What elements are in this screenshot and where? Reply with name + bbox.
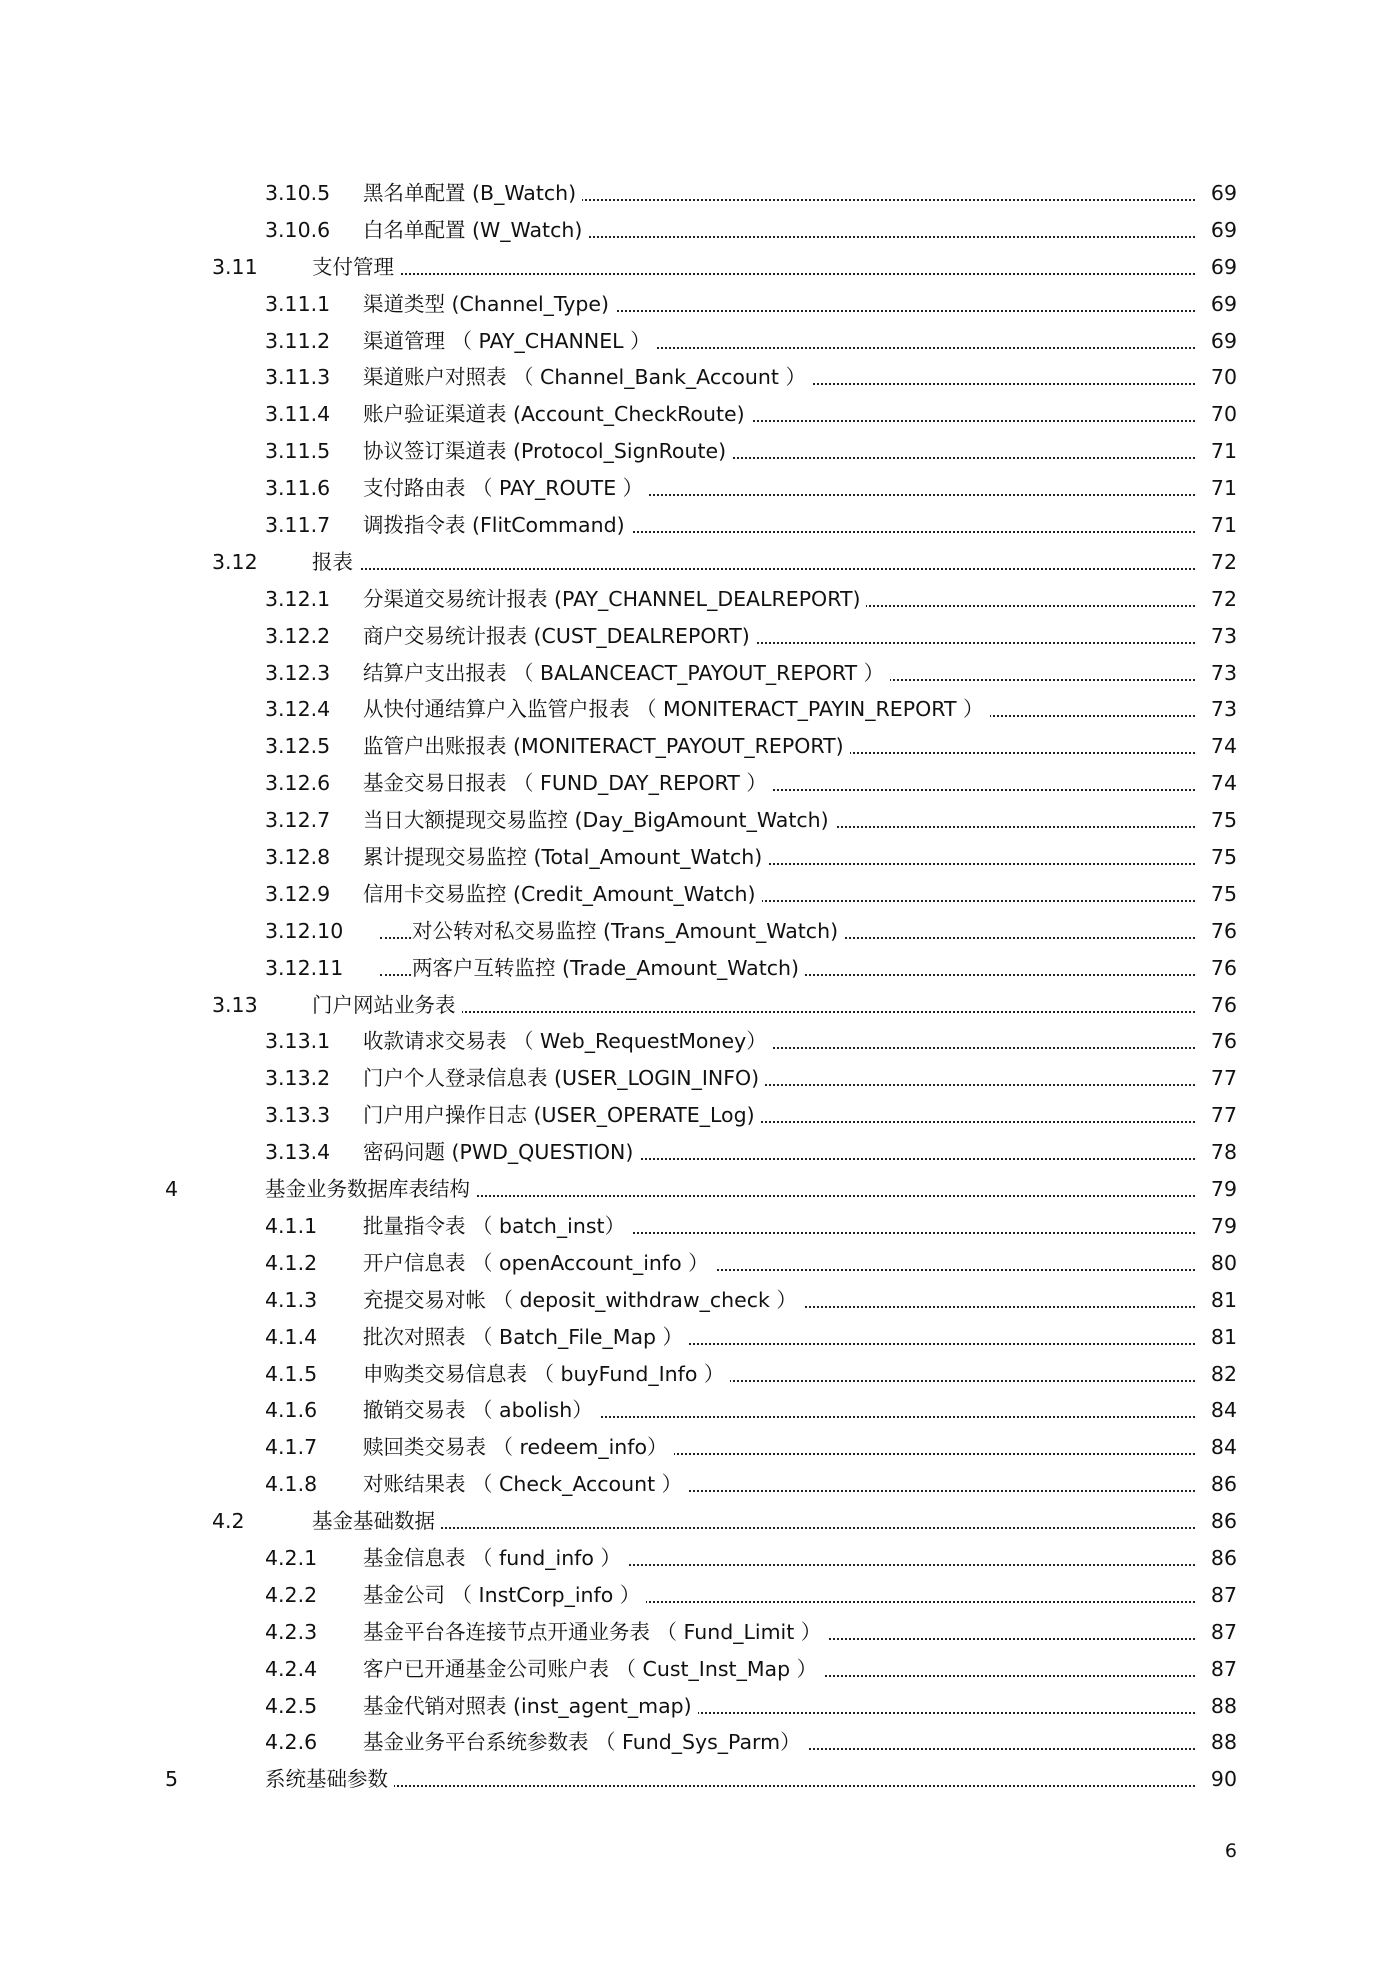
toc-entry-page: 76	[1210, 955, 1237, 980]
toc-entry[interactable]	[0, 1466, 1395, 1503]
toc-entry-number: 3.12.1	[265, 586, 331, 611]
toc-entry[interactable]	[0, 839, 1395, 876]
toc-entry-page: 76	[1210, 992, 1237, 1017]
toc-entry-number: 3.11.6	[265, 476, 331, 501]
toc-entry-title: 白名单配置 (W_Watch)	[363, 212, 588, 249]
toc-entry-page: 76	[1210, 1029, 1237, 1054]
toc-entry[interactable]	[0, 433, 1395, 470]
toc-entry[interactable]	[0, 1392, 1395, 1429]
toc-entry[interactable]	[0, 1614, 1395, 1651]
toc-dot-leader	[340, 1011, 1195, 1013]
toc-entry-number: 4.1.5	[265, 1361, 318, 1386]
toc-entry-title: 基金平台各连接节点开通业务表 （ Fund_Limit ）	[363, 1614, 827, 1651]
toc-entry-number: 4	[165, 1177, 179, 1202]
toc-entry-number: 4.2.6	[265, 1730, 318, 1755]
toc-entry-number: 5	[165, 1767, 179, 1792]
toc-entry-page: 76	[1210, 918, 1237, 943]
toc-entry[interactable]	[0, 728, 1395, 765]
toc-entry-number: 3.12.4	[265, 697, 331, 722]
toc-entry-page: 74	[1210, 771, 1237, 796]
toc-entry-title: 基金基础数据	[312, 1503, 441, 1540]
toc-entry-number: 3.11	[212, 254, 258, 279]
toc-entry-title: 两客户互转监控 (Trade_Amount_Watch)	[412, 950, 805, 987]
toc-entry-page: 69	[1210, 217, 1237, 242]
toc-entry-number: 3.12.5	[265, 734, 331, 759]
toc-entry-title: 对公转对私交易监控 (Trans_Amount_Watch)	[412, 913, 844, 950]
toc-entry-title: 收款请求交易表 （ Web_RequestMoney）	[363, 1023, 773, 1060]
toc-entry[interactable]	[0, 987, 1395, 1024]
toc-entry-page: 70	[1210, 365, 1237, 390]
toc-entry-number: 3.10.6	[265, 217, 331, 242]
toc-entry-page: 69	[1210, 254, 1237, 279]
toc-dot-leader	[340, 568, 1195, 570]
toc-entry-number: 3.12.7	[265, 808, 331, 833]
toc-entry-page: 86	[1210, 1545, 1237, 1570]
toc-entry-number: 4.2.3	[265, 1619, 318, 1644]
toc-entry[interactable]	[0, 1356, 1395, 1393]
toc-entry-number: 3.13.1	[265, 1029, 331, 1054]
toc-entry-title: 支付路由表 （ PAY_ROUTE ）	[363, 470, 649, 507]
toc-entry[interactable]	[0, 1208, 1395, 1245]
toc-entry[interactable]	[0, 1540, 1395, 1577]
toc-entry-page: 87	[1210, 1619, 1237, 1644]
toc-entry-title: 基金业务平台系统参数表 （ Fund_Sys_Parm）	[363, 1724, 807, 1761]
toc-entry-number: 3.12.6	[265, 771, 331, 796]
toc-entry-title: 充提交易对帐 （ deposit_withdraw_check ）	[363, 1282, 803, 1319]
toc-entry[interactable]	[0, 1282, 1395, 1319]
toc-entry-page: 88	[1210, 1730, 1237, 1755]
toc-entry-title: 开户信息表 （ openAccount_info ）	[363, 1245, 715, 1282]
toc-entry[interactable]	[0, 1023, 1395, 1060]
toc-entry-page: 77	[1210, 1066, 1237, 1091]
toc-entry-page: 75	[1210, 845, 1237, 870]
toc-entry-page: 71	[1210, 513, 1237, 538]
toc-entry-title: 当日大额提现交易监控 (Day_BigAmount_Watch)	[363, 802, 835, 839]
toc-dot-leader	[340, 1527, 1195, 1529]
toc-entry[interactable]	[0, 950, 1395, 987]
toc-entry-title: 监管户出账报表 (MONITERACT_PAYOUT_REPORT)	[363, 728, 850, 765]
toc-entry-page: 86	[1210, 1509, 1237, 1534]
toc-entry-number: 3.11.2	[265, 328, 331, 353]
toc-entry-title: 撤销交易表 （ abolish）	[363, 1392, 599, 1429]
toc-entry-number: 4.2	[212, 1509, 245, 1534]
toc-entry[interactable]	[0, 286, 1395, 323]
toc-entry-title: 门户网站业务表	[312, 987, 462, 1024]
toc-entry[interactable]	[0, 1060, 1395, 1097]
toc-entry-number: 4.2.1	[265, 1545, 318, 1570]
toc-entry-page: 87	[1210, 1656, 1237, 1681]
toc-entry-title: 客户已开通基金公司账户表 （ Cust_Inst_Map ）	[363, 1651, 823, 1688]
toc-entry[interactable]	[0, 1577, 1395, 1614]
toc-entry[interactable]	[0, 1319, 1395, 1356]
toc-entry-number: 3.11.3	[265, 365, 331, 390]
toc-entry[interactable]	[0, 1503, 1395, 1540]
toc-entry-page: 69	[1210, 291, 1237, 316]
toc-entry-title: 渠道管理 （ PAY_CHANNEL ）	[363, 323, 657, 360]
toc-entry[interactable]	[0, 1097, 1395, 1134]
toc-entry-page: 72	[1210, 586, 1237, 611]
toc-entry-page: 79	[1210, 1177, 1237, 1202]
toc-entry-title: 渠道账户对照表 （ Channel_Bank_Account ）	[363, 359, 812, 396]
toc-entry-number: 4.2.5	[265, 1693, 318, 1718]
toc-entry-page: 77	[1210, 1103, 1237, 1128]
toc-entry-page: 80	[1210, 1250, 1237, 1275]
toc-entry[interactable]	[0, 323, 1395, 360]
toc-entry[interactable]	[0, 359, 1395, 396]
toc-entry-title: 账户验证渠道表 (Account_CheckRoute)	[363, 396, 751, 433]
toc-entry-page: 70	[1210, 402, 1237, 427]
toc-entry[interactable]	[0, 1761, 1395, 1798]
toc-entry-title: 申购类交易信息表 （ buyFund_Info ）	[363, 1356, 730, 1393]
toc-entry-number: 3.12.8	[265, 845, 331, 870]
toc-entry-title: 系统基础参数	[265, 1761, 394, 1798]
toc-entry-page: 79	[1210, 1213, 1237, 1238]
toc-entry-number: 4.1.6	[265, 1398, 318, 1423]
toc-entry-title: 基金交易日报表 （ FUND_DAY_REPORT ）	[363, 765, 773, 802]
toc-entry-number: 3.12.2	[265, 623, 331, 648]
toc-entry-page: 74	[1210, 734, 1237, 759]
toc-entry-page: 69	[1210, 328, 1237, 353]
toc-entry-title: 基金公司 （ InstCorp_info ）	[363, 1577, 646, 1614]
toc-entry[interactable]	[0, 249, 1395, 286]
toc-entry-number: 3.13.2	[265, 1066, 331, 1091]
toc-entry-page: 84	[1210, 1435, 1237, 1460]
toc-entry-number: 3.13	[212, 992, 258, 1017]
toc-entry-title: 对账结果表 （ Check_Account ）	[363, 1466, 688, 1503]
toc-entry-title: 黑名单配置 (B_Watch)	[363, 175, 582, 212]
toc-entry-title: 渠道类型 (Channel_Type)	[363, 286, 615, 323]
toc-entry-number: 4.1.8	[265, 1472, 318, 1497]
toc-entry[interactable]	[0, 175, 1395, 212]
toc-entry-page: 75	[1210, 808, 1237, 833]
toc-entry-number: 3.13.4	[265, 1140, 331, 1165]
toc-entry-page: 86	[1210, 1472, 1237, 1497]
toc-entry-number: 3.12.3	[265, 660, 331, 685]
toc-entry-title: 结算户支出报表 （ BALANCEACT_PAYOUT_REPORT ）	[363, 655, 890, 692]
toc-entry-title: 基金代销对照表 (inst_agent_map)	[363, 1688, 698, 1725]
toc-entry-title: 基金信息表 （ fund_info ）	[363, 1540, 627, 1577]
toc-entry[interactable]	[0, 396, 1395, 433]
toc-entry[interactable]	[0, 876, 1395, 913]
toc-entry-page: 90	[1210, 1767, 1237, 1792]
toc-entry[interactable]	[0, 1134, 1395, 1171]
toc-entry[interactable]	[0, 1171, 1395, 1208]
toc-entry-number: 4.2.4	[265, 1656, 318, 1681]
toc-entry-page: 81	[1210, 1324, 1237, 1349]
toc-entry-number: 4.1.7	[265, 1435, 318, 1460]
toc-entry-number: 3.12	[212, 549, 258, 574]
toc-entry-page: 71	[1210, 439, 1237, 464]
toc-entry[interactable]	[0, 1245, 1395, 1282]
toc-entry-page: 69	[1210, 181, 1237, 205]
toc-entry[interactable]	[0, 581, 1395, 618]
toc-entry-title: 报表	[312, 544, 359, 581]
toc-entry-number: 3.12.10	[265, 918, 344, 943]
toc-entry-number: 4.1.3	[265, 1287, 318, 1312]
page-number: 6	[1224, 1840, 1237, 1862]
toc-entry[interactable]	[0, 765, 1395, 802]
toc-entry[interactable]	[0, 691, 1395, 728]
toc-entry-title: 累计提现交易监控 (Total_Amount_Watch)	[363, 839, 768, 876]
toc-entry-title: 商户交易统计报表 (CUST_DEALREPORT)	[363, 618, 756, 655]
toc-entry-title: 支付管理	[312, 249, 400, 286]
toc-entry-number: 3.11.4	[265, 402, 331, 427]
toc-entry-page: 73	[1210, 660, 1237, 685]
toc-entry[interactable]	[0, 655, 1395, 692]
toc-entry[interactable]	[0, 1651, 1395, 1688]
toc-entry-title: 分渠道交易统计报表 (PAY_CHANNEL_DEALREPORT)	[363, 581, 866, 618]
toc-entry-title: 批量指令表 （ batch_inst）	[363, 1208, 631, 1245]
toc-entry[interactable]	[0, 507, 1395, 544]
table-of-contents	[0, 175, 1395, 1798]
toc-dot-leader	[300, 1785, 1195, 1787]
toc-entry-title: 门户用户操作日志 (USER_OPERATE_Log)	[363, 1097, 761, 1134]
toc-entry-title: 密码问题 (PWD_QUESTION)	[363, 1134, 639, 1171]
toc-entry[interactable]	[0, 1429, 1395, 1466]
toc-entry[interactable]	[0, 802, 1395, 839]
toc-entry-page: 81	[1210, 1287, 1237, 1312]
toc-entry[interactable]	[0, 544, 1395, 581]
toc-entry-page: 72	[1210, 549, 1237, 574]
toc-entry-number: 3.10.5	[265, 181, 331, 205]
toc-entry-number: 3.11.5	[265, 439, 331, 464]
toc-entry-number: 4.1.1	[265, 1213, 318, 1238]
toc-entry[interactable]	[0, 1688, 1395, 1725]
toc-entry-title: 从快付通结算户入监管户报表 （ MONITERACT_PAYIN_REPORT ）	[363, 691, 990, 728]
toc-entry[interactable]	[0, 913, 1395, 950]
toc-entry-page: 73	[1210, 697, 1237, 722]
toc-entry-number: 3.11.7	[265, 513, 331, 538]
toc-entry-title: 协议签订渠道表 (Protocol_SignRoute)	[363, 433, 732, 470]
toc-entry-number: 3.12.9	[265, 881, 331, 906]
toc-entry-title: 调拨指令表 (FlitCommand)	[363, 507, 631, 544]
toc-entry-number: 4.1.2	[265, 1250, 318, 1275]
toc-entry-page: 87	[1210, 1582, 1237, 1607]
toc-entry-number: 3.12.11	[265, 955, 344, 980]
toc-entry-page: 82	[1210, 1361, 1237, 1386]
toc-entry-title: 信用卡交易监控 (Credit_Amount_Watch)	[363, 876, 762, 913]
toc-entry[interactable]	[0, 618, 1395, 655]
toc-dot-leader	[340, 273, 1195, 275]
toc-entry[interactable]	[0, 470, 1395, 507]
toc-entry-title: 基金业务数据库表结构	[265, 1171, 476, 1208]
toc-entry-title: 门户个人登录信息表 (USER_LOGIN_INFO)	[363, 1060, 765, 1097]
toc-entry-number: 4.1.4	[265, 1324, 318, 1349]
toc-entry-number: 3.11.1	[265, 291, 331, 316]
toc-entry-page: 75	[1210, 881, 1237, 906]
toc-entry-number: 4.2.2	[265, 1582, 318, 1607]
toc-entry[interactable]	[0, 1724, 1395, 1761]
toc-entry-page: 73	[1210, 623, 1237, 648]
toc-entry[interactable]	[0, 212, 1395, 249]
toc-entry-title: 赎回类交易表 （ redeem_info）	[363, 1429, 674, 1466]
toc-entry-page: 84	[1210, 1398, 1237, 1423]
toc-entry-page: 78	[1210, 1140, 1237, 1165]
toc-entry-page: 88	[1210, 1693, 1237, 1718]
toc-entry-title: 批次对照表 （ Batch_File_Map ）	[363, 1319, 689, 1356]
toc-entry-page: 71	[1210, 476, 1237, 501]
toc-entry-number: 3.13.3	[265, 1103, 331, 1128]
